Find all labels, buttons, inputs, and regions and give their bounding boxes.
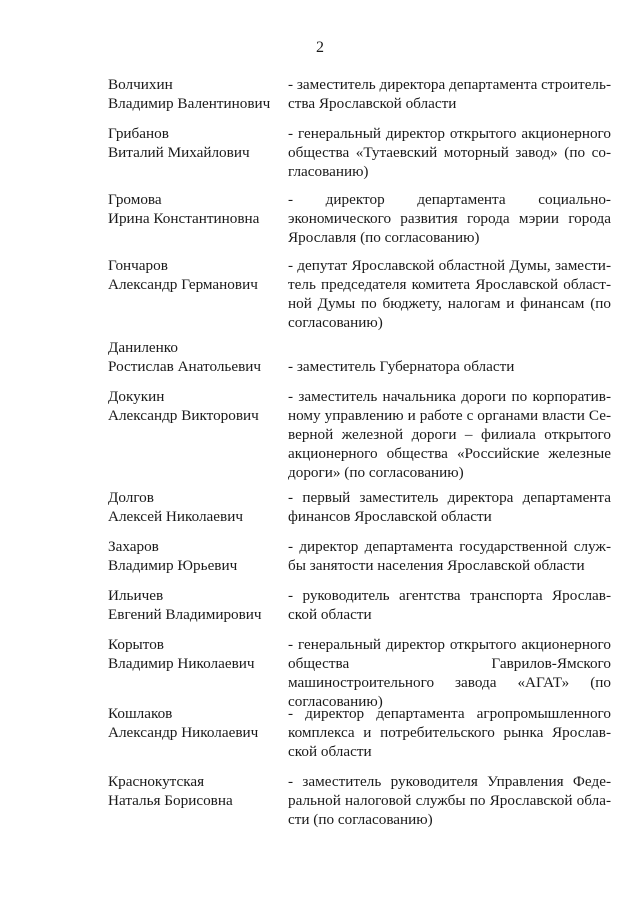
member-role: - заместитель директора департамента строительства Ярославской области	[288, 76, 611, 112]
member-role: - директор департамента агропромышленного комплекса и потребительского рынка Ярославской области	[288, 705, 611, 760]
member-given-names: Александр Викторович	[108, 407, 259, 424]
member-name	[108, 488, 283, 526]
member-given-names: Александр Германович	[108, 276, 258, 293]
member-role: - руководитель агентства транспорта Ярославской области	[288, 587, 611, 623]
member-given-names: Наталья Борисовна	[108, 792, 233, 809]
member-given-names: Виталий Михайлович	[108, 144, 250, 161]
member-surname: Краснокутская	[108, 773, 205, 790]
member-surname: Докукин	[108, 388, 165, 405]
member-name	[108, 586, 283, 624]
member-given-names: Евгений Владимирович	[108, 606, 262, 623]
member-surname: Захаров	[108, 538, 159, 555]
member-name	[108, 75, 283, 113]
member-surname: Ильичев	[108, 587, 164, 604]
member-given-names: Владимир Николаевич	[108, 655, 255, 672]
member-given-names: Владимир Валентинович	[108, 95, 271, 112]
member-name	[108, 338, 283, 376]
member-name	[108, 635, 283, 673]
member-surname: Долгов	[108, 489, 154, 506]
member-given-names: Владимир Юрьевич	[108, 557, 238, 574]
member-role: - заместитель начальника дороги по корпоративному управлению и работе с органами власти Северной железной дороги – филиала открытого акционерного общества «Российские железные дороги» (по согласованию)	[288, 388, 611, 481]
member-name	[108, 704, 283, 742]
member-surname: Гончаров	[108, 257, 168, 274]
member-surname: Громова	[108, 191, 162, 208]
member-name	[108, 124, 283, 162]
member-name	[108, 537, 283, 575]
member-name	[108, 256, 283, 294]
member-given-names: Александр Николаевич	[108, 724, 259, 741]
member-given-names: Алексей Николаевич	[108, 508, 243, 525]
member-given-names: Ростислав Анатольевич	[108, 358, 262, 375]
member-surname: Даниленко	[108, 339, 179, 356]
member-surname: Волчихин	[108, 76, 173, 93]
page-number: 2	[316, 39, 324, 56]
member-role: - заместитель руководителя Управления Федеральной налоговой службы по Ярославской области (по согласованию)	[288, 773, 611, 828]
member-role: - депутат Ярославской областной Думы, заместитель председателя комитета Ярославской областной Думы по бюджету, налогам и финансам (по согласованию)	[288, 257, 611, 331]
member-given-names: Ирина Константиновна	[108, 210, 260, 227]
member-name	[108, 190, 283, 228]
member-surname: Кошлаков	[108, 705, 173, 722]
member-role: - первый заместитель директора департамента финансов Ярославской области	[288, 489, 611, 525]
member-surname: Корытов	[108, 636, 164, 653]
member-name	[108, 772, 283, 810]
member-name	[108, 387, 283, 425]
member-role: - директор департамента государственной службы занятости населения Ярославской области	[288, 538, 611, 574]
member-role: - генеральный директор открытого акционерного общества Гаврилов-Ямского машиностроительного завода «АГАТ» (по согласованию)	[288, 636, 611, 710]
member-role: - заместитель Губернатора области	[288, 358, 515, 375]
member-surname: Грибанов	[108, 125, 169, 142]
member-role: - директор департамента социально-экономического развития города мэрии города Ярославля (по согласованию)	[288, 191, 611, 246]
member-role: - генеральный директор открытого акционерного общества «Тутаевский моторный завод» (по согласованию)	[288, 125, 611, 180]
